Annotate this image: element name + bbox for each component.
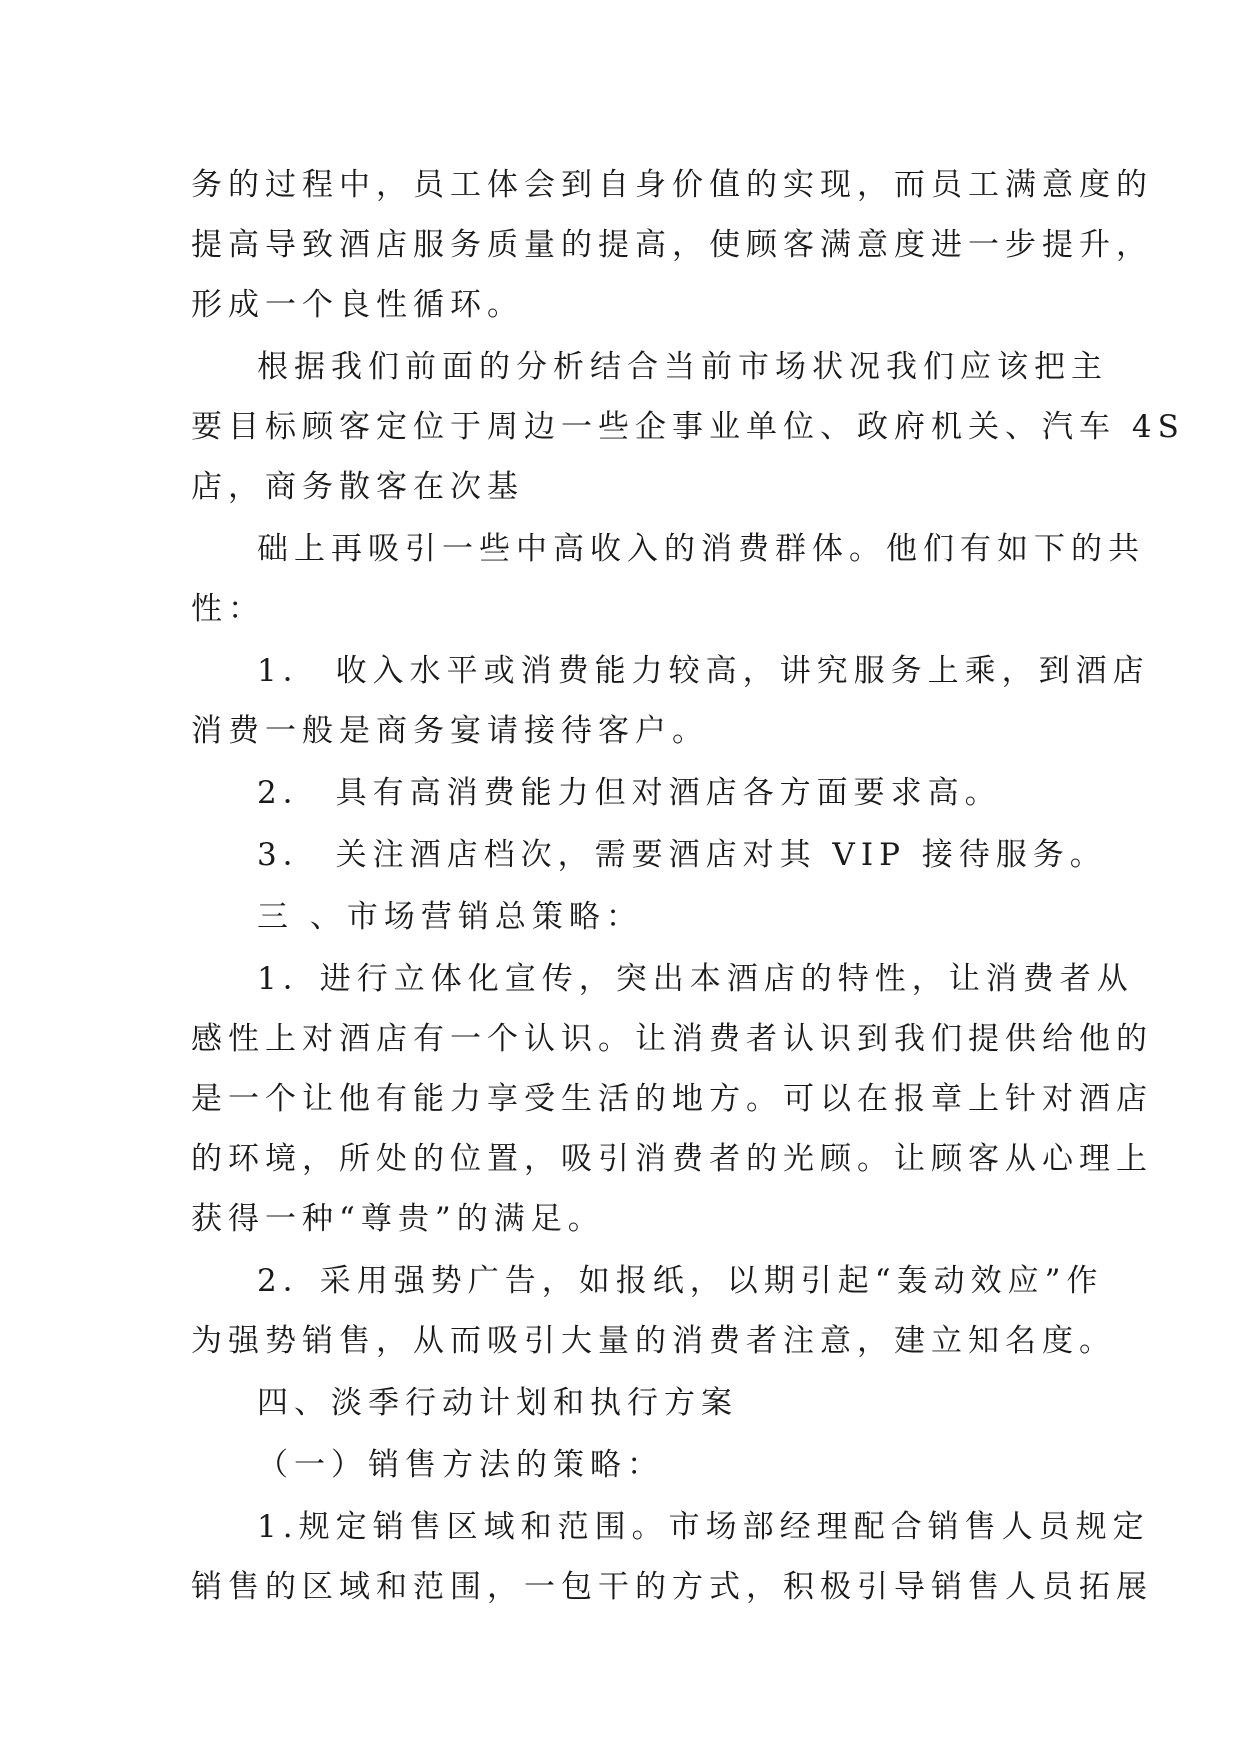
list-item-line: 为强势销售，从而吸引大量的消费者注意，建立知名度。 [191,1323,1116,1359]
document-body [191,162,1185,1624]
list-item-line: 3． 关注酒店档次，需要酒店对其 VIP 接待服务。 [257,837,1107,873]
paragraph-line: 性： [191,591,265,627]
list-item-line: 1．进行立体化宣传，突出本酒店的特性，让消费者从 [257,961,1134,997]
section-heading: 四、淡季行动计划和执行方案 [257,1385,738,1421]
paragraph-line: 店，商务散客在次基 [191,469,524,505]
list-item-line: 销售的区域和范围，一包干的方式，积极引导销售人员拓展 [191,1569,1153,1605]
list-item-line: 的环境，所处的位置，吸引消费者的光顾。让顾客从心理上 [191,1141,1153,1177]
list-item-line: 2． 具有高消费能力但对酒店各方面要求高。 [257,775,1002,811]
paragraph-line: 提高导致酒店服务质量的提高，使顾客满意度进一步提升， [191,227,1153,263]
paragraph-line: 要目标顾客定位于周边一些企事业单位、政府机关、汽车 4S [191,409,1185,445]
list-item-line: 2．采用强势广告，如报纸，以期引起“轰动效应”作 [257,1263,1104,1299]
list-item-line: 感性上对酒店有一个认识。让消费者认识到我们提供给他的 [191,1021,1153,1057]
paragraph-line: 础上再吸引一些中高收入的消费群体。他们有如下的共 [257,531,1145,567]
list-item-line: 获得一种“尊贵”的满足。 [191,1201,605,1237]
list-item-line: 1． 收入水平或消费能力较高，讲究服务上乘，到酒店 [257,653,1150,689]
list-item-line: 1.规定销售区域和范围。市场部经理配合销售人员规定 [257,1509,1150,1545]
paragraph-line: 形成一个良性循环。 [191,287,524,323]
subsection-heading: （一）销售方法的策略： [257,1447,664,1483]
section-heading: 三 、市场营销总策略： [257,899,643,935]
paragraph-line: 根据我们前面的分析结合当前市场状况我们应该把主 [257,349,1108,385]
list-item-line: 是一个让他有能力享受生活的地方。可以在报章上针对酒店 [191,1081,1153,1117]
paragraph-line: 务的过程中，员工体会到自身价值的实现，而员工满意度的 [191,167,1153,203]
list-item-line: 消费一般是商务宴请接待客户。 [191,713,709,749]
